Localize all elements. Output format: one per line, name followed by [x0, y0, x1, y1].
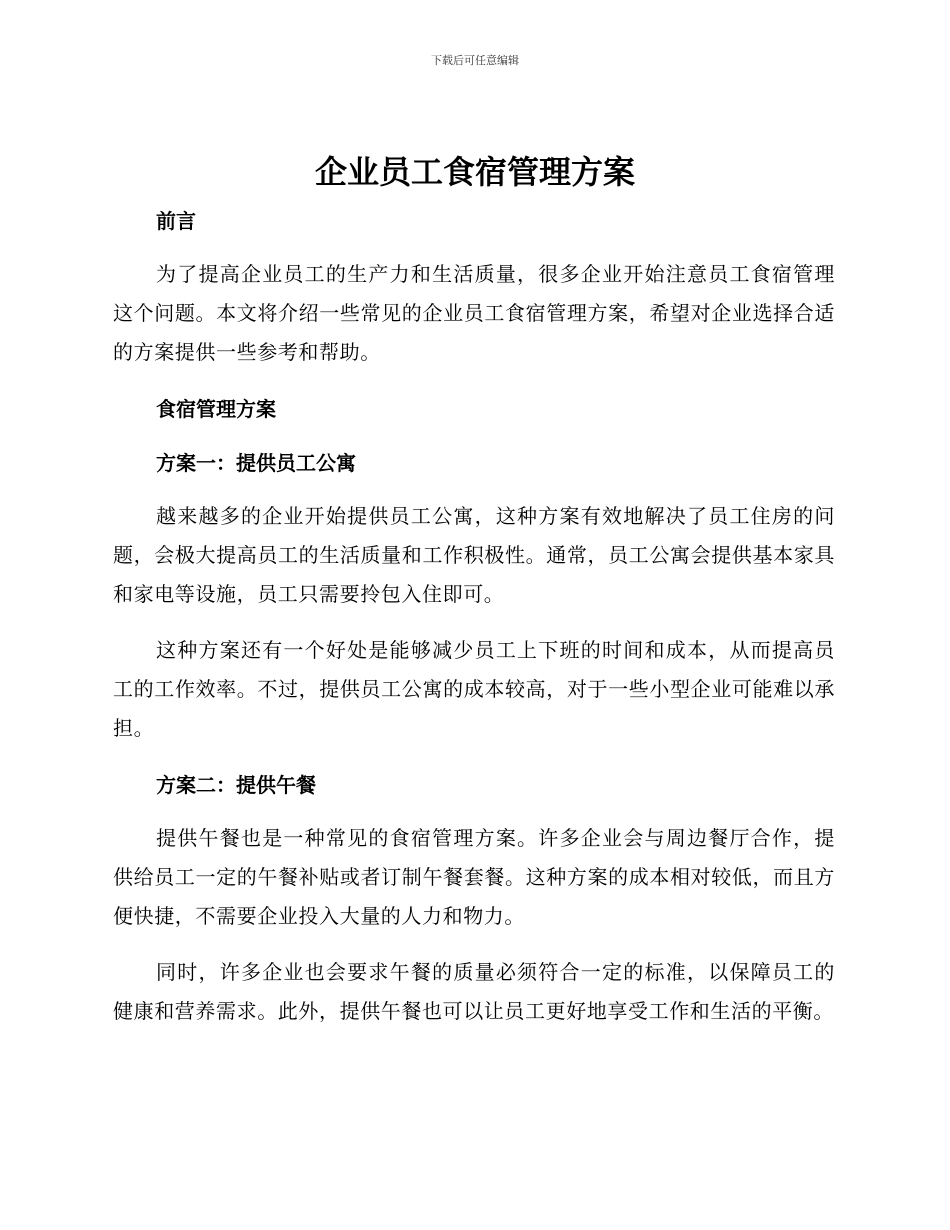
plan2-paragraph-2: 同时，许多企业也会要求午餐的质量必须符合一定的标准，以保障员工的健康和营养需求。此外，提供午餐也可以让员工更好地享受工作和生活的平衡。 — [113, 960, 835, 1023]
preface-paragraph: 为了提高企业员工的生产力和生活质量，很多企业开始注意员工食宿管理这个问题。本文将介绍一些常见的企业员工食宿管理方案，希望对企业选择合适的方案提供一些参考和帮助。 — [113, 262, 835, 364]
plan1-heading: 方案一：提供员工公寓 — [156, 451, 356, 475]
document-title: 企业员工食宿管理方案 — [314, 153, 635, 191]
plan2-heading: 方案二：提供午餐 — [156, 773, 316, 797]
document-body — [113, 201, 835, 1031]
preface-heading: 前言 — [156, 209, 196, 233]
plan2-paragraph-1: 提供午餐也是一种常见的食宿管理方案。许多企业会与周边餐厅合作，提供给员工一定的午餐补贴或者订制午餐套餐。这种方案的成本相对较低，而且方便快捷，不需要企业投入大量的人力和物力。 — [113, 826, 835, 928]
plan1-paragraph-2: 这种方案还有一个好处是能够减少员工上下班的时间和成本，从而提高员工的工作效率。不过，提供员工公寓的成本较高，对于一些小型企业可能难以承担。 — [113, 638, 835, 740]
header-note: 下载后可任意编辑 — [431, 54, 519, 67]
plans-heading: 食宿管理方案 — [156, 397, 276, 421]
plan1-paragraph-1: 越来越多的企业开始提供员工公寓，这种方案有效地解决了员工住房的问题，会极大提高员工的生活质量和工作积极性。通常，员工公寓会提供基本家具和家电等设施，员工只需要拎包入住即可。 — [113, 504, 835, 606]
